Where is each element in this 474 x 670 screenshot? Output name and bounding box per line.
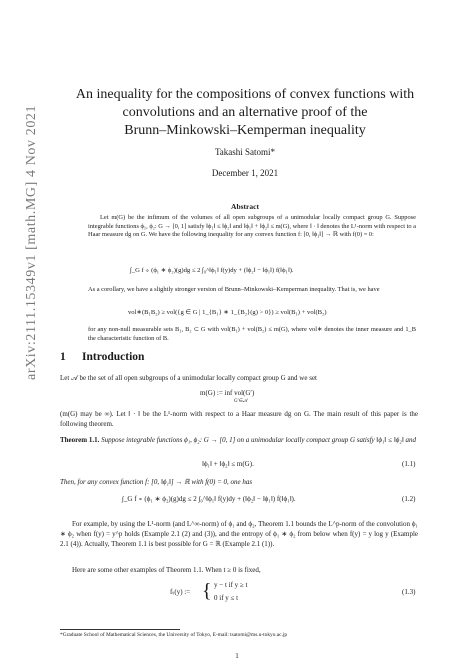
theorem-1-1 bbox=[60, 435, 418, 445]
abstract-paragraph-3: for any non-null measurable sets B₁, B₂ ⊂ G with vol(B₁) + vol(B₂) ≤ m(G), where vol∗ denotes the inner measure and 1_B the characteristic function of B. bbox=[88, 326, 416, 342]
equation-1-1: ‖ϕ₁‖ + ‖ϕ₂‖ ≤ m(G). bbox=[202, 460, 254, 468]
intro-equation bbox=[200, 389, 255, 404]
theorem-text: Suppose integrable functions ϕ₁, ϕ₂: G → [0, 1] on a unimodular locally compact group G satisfy ‖ϕ₁‖ ≤ ‖ϕ₂‖ and bbox=[101, 436, 416, 444]
section-number: 1 bbox=[60, 351, 66, 363]
paragraph-example: For example, by using the L¹-norm (and L^∞-norm) of ϕ₁ and ϕ₂, Theorem 1.1 bounds the L^p-norm of the convolution ϕ₁ ∗ ϕ₂ when f(y) = y^p holds (Example 2.1 (2) and (3)), and the entropy of ϕ₁ ∗ ϕ₂ from below when f(y) = y log y (Example 2.1 (4)). Actually, Theorem 1.1 is best possible for G = ℝ (Example 2.1 (1)). bbox=[60, 520, 418, 549]
intro-equation-text: m(G) := inf vol(G′) bbox=[200, 389, 255, 397]
equation-1-3-lhs: fₜ(y) := bbox=[170, 588, 191, 596]
abstract-equation-1: ∫_G f ∘ (ϕ₁ ∗ ϕ₂)(g)dg ≤ 2 ∫₀^‖ϕ₁‖ f(y)dy + (‖ϕ₂‖ − ‖ϕ₁‖) f(‖ϕ₁‖). bbox=[130, 267, 294, 274]
footnote: *Graduate School of Mathematical Sciences, the University of Tokyo, E-mail: tsatomi@ms.u-tokyo.ac.jp bbox=[60, 632, 288, 638]
equation-1-3-case-2: 0 if y ≤ t bbox=[214, 594, 239, 602]
title-line: convolutions and an alternative proof of the bbox=[122, 105, 368, 120]
equation-1-3-case-1: y − t if y ≥ t bbox=[214, 581, 248, 589]
abstract-paragraph-1 bbox=[88, 214, 416, 240]
abstract-text: Let m(G) be the infimum of the volumes of all open subgroups of a unimodular locally compact group G. Suppose integrable functions ϕ₁, ϕ₂: G → [0, 1] satisfy ‖ϕ₁‖ ≤ ‖ϕ₂‖ and ‖ϕ₁‖ + ‖ϕ₂‖ ≤ m(G), where ‖ · ‖ denotes the L¹-norm with respect to a Haar measure dg on G. We have the following inequality for any convex function f: [0, ‖ϕ₁‖] → ℝ with f(0) = 0: bbox=[88, 214, 416, 239]
abstract-paragraph-2: As a corollary, we have a slightly stronger version of Brunn–Minkowski–Kemperman inequality. That is, we have bbox=[88, 286, 380, 293]
equation-1-2-number: (1.2) bbox=[402, 495, 416, 503]
equation-1-3-number: (1.3) bbox=[402, 588, 416, 596]
abstract-heading: Abstract bbox=[231, 202, 259, 211]
intro-paragraph-1: Let 𝒜 be the set of all open subgroups of a unimodular locally compact group G and we set bbox=[60, 374, 317, 382]
date: December 1, 2021 bbox=[211, 168, 279, 178]
equation-1-1-number: (1.1) bbox=[402, 460, 416, 468]
abstract-equation-2: vol∗(B₁B₂) ≥ vol({g ∈ G | 1_{B₁} ∗ 1_{B₂}(g) > 0}) ≥ vol(B₁) + vol(B₂) bbox=[128, 309, 327, 316]
section-heading bbox=[60, 351, 144, 363]
title-line: Brunn–Minkowski–Kemperman inequality bbox=[124, 123, 366, 138]
paragraph-other-examples: Here are some other examples of Theorem 1.1. When t ≥ 0 is fixed, bbox=[72, 566, 261, 574]
theorem-conclusion: Then, for any convex function f: [0, ‖ϕ₁‖] → ℝ with f(0) = 0, one has bbox=[60, 478, 253, 486]
footnote-rule bbox=[60, 629, 180, 630]
page-number: 1 bbox=[235, 652, 239, 660]
arxiv-stamp: arXiv:2111.15349v1 [math.MG] 4 Nov 2021 bbox=[24, 104, 39, 380]
intro-equation-subscript: G′∈𝒜 bbox=[234, 399, 248, 404]
theorem-label: Theorem 1.1. bbox=[60, 436, 100, 444]
paper-title bbox=[60, 86, 430, 140]
equation-1-3-brace: { bbox=[202, 580, 212, 602]
equation-1-2: ∫_G f ∘ (ϕ₁ ∗ ϕ₂)(g)dg ≤ 2 ∫₀^‖ϕ₁‖ f(y)dy + (‖ϕ₂‖ − ‖ϕ₁‖) f(‖ϕ₁‖). bbox=[122, 495, 296, 503]
author: Takashi Satomi* bbox=[214, 147, 276, 157]
title-line: An inequality for the compositions of convex functions with bbox=[75, 87, 415, 102]
intro-paragraph-2: (m(G) may be ∞). Let ‖ · ‖ be the L¹-norm with respect to a Haar measure dg on G. The main result of this paper is the following theorem. bbox=[60, 410, 418, 429]
section-title: Introduction bbox=[82, 351, 145, 363]
